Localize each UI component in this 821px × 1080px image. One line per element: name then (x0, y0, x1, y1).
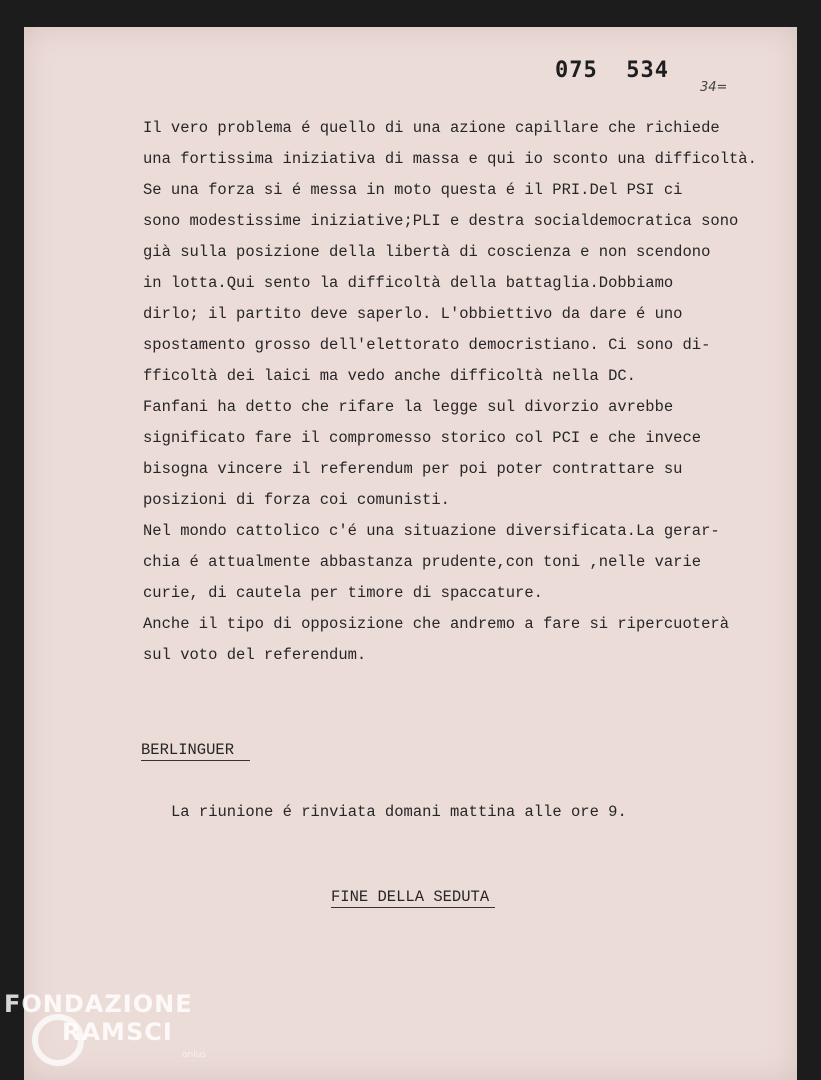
body-line: Se una forza si é messa in moto questa é il PRI.Del PSI ci (143, 181, 683, 199)
body-line: fficoltà dei laici ma vedo anche difficoltà nella DC. (143, 367, 636, 385)
body-line: significato fare il compromesso storico col PCI e che invece (143, 429, 702, 447)
body-text (143, 113, 793, 671)
body-line: Anche il tipo di opposizione che andremo a fare si ripercuoterà (143, 615, 729, 633)
watermark-g-logo-icon (32, 1014, 84, 1066)
end-of-session-heading: FINE DELLA SEDUTA (331, 887, 495, 908)
speaker-heading: BERLINGUER (141, 740, 250, 761)
body-line: chia é attualmente abbastanza prudente,con toni ,nelle varie (143, 553, 702, 571)
body-line: Nel mondo cattolico c'é una situazione diversificata.La gerar- (143, 522, 720, 540)
archive-number: 075 534 (555, 58, 669, 83)
page-mark: 34= (700, 80, 728, 95)
body-line: curie, di cautela per timore di spaccature. (143, 584, 543, 602)
body-line: dirlo; il partito deve saperlo. L'obbiettivo da dare é uno (143, 305, 683, 323)
body-line: già sulla posizione della libertà di coscienza e non scendono (143, 243, 711, 261)
watermark-sub: onlus (182, 1050, 207, 1060)
body-line: una fortissima iniziativa di massa e qui io sconto una difficoltà. (143, 150, 757, 168)
body-line: spostamento grosso dell'elettorato democristiano. Ci sono di- (143, 336, 711, 354)
body-line: Il vero problema é quello di una azione capillare che richiede (143, 119, 720, 137)
body-line: in lotta.Qui sento la difficoltà della battaglia.Dobbiamo (143, 274, 674, 292)
body-line: Fanfani ha detto che rifare la legge sul divorzio avrebbe (143, 398, 674, 416)
body-line: sul voto del referendum. (143, 646, 367, 664)
speaker-statement: La riunione é rinviata domani mattina alle ore 9. (171, 803, 627, 821)
watermark-line1: FONDAZIONE (4, 990, 193, 1018)
watermark-line2: RAMSCI (62, 1018, 173, 1046)
body-line: bisogna vincere il referendum per poi poter contrattare su (143, 460, 683, 478)
body-line: posizioni di forza coi comunisti. (143, 491, 450, 509)
body-line: sono modestissime iniziative;PLI e destra socialdemocratica sono (143, 212, 739, 230)
